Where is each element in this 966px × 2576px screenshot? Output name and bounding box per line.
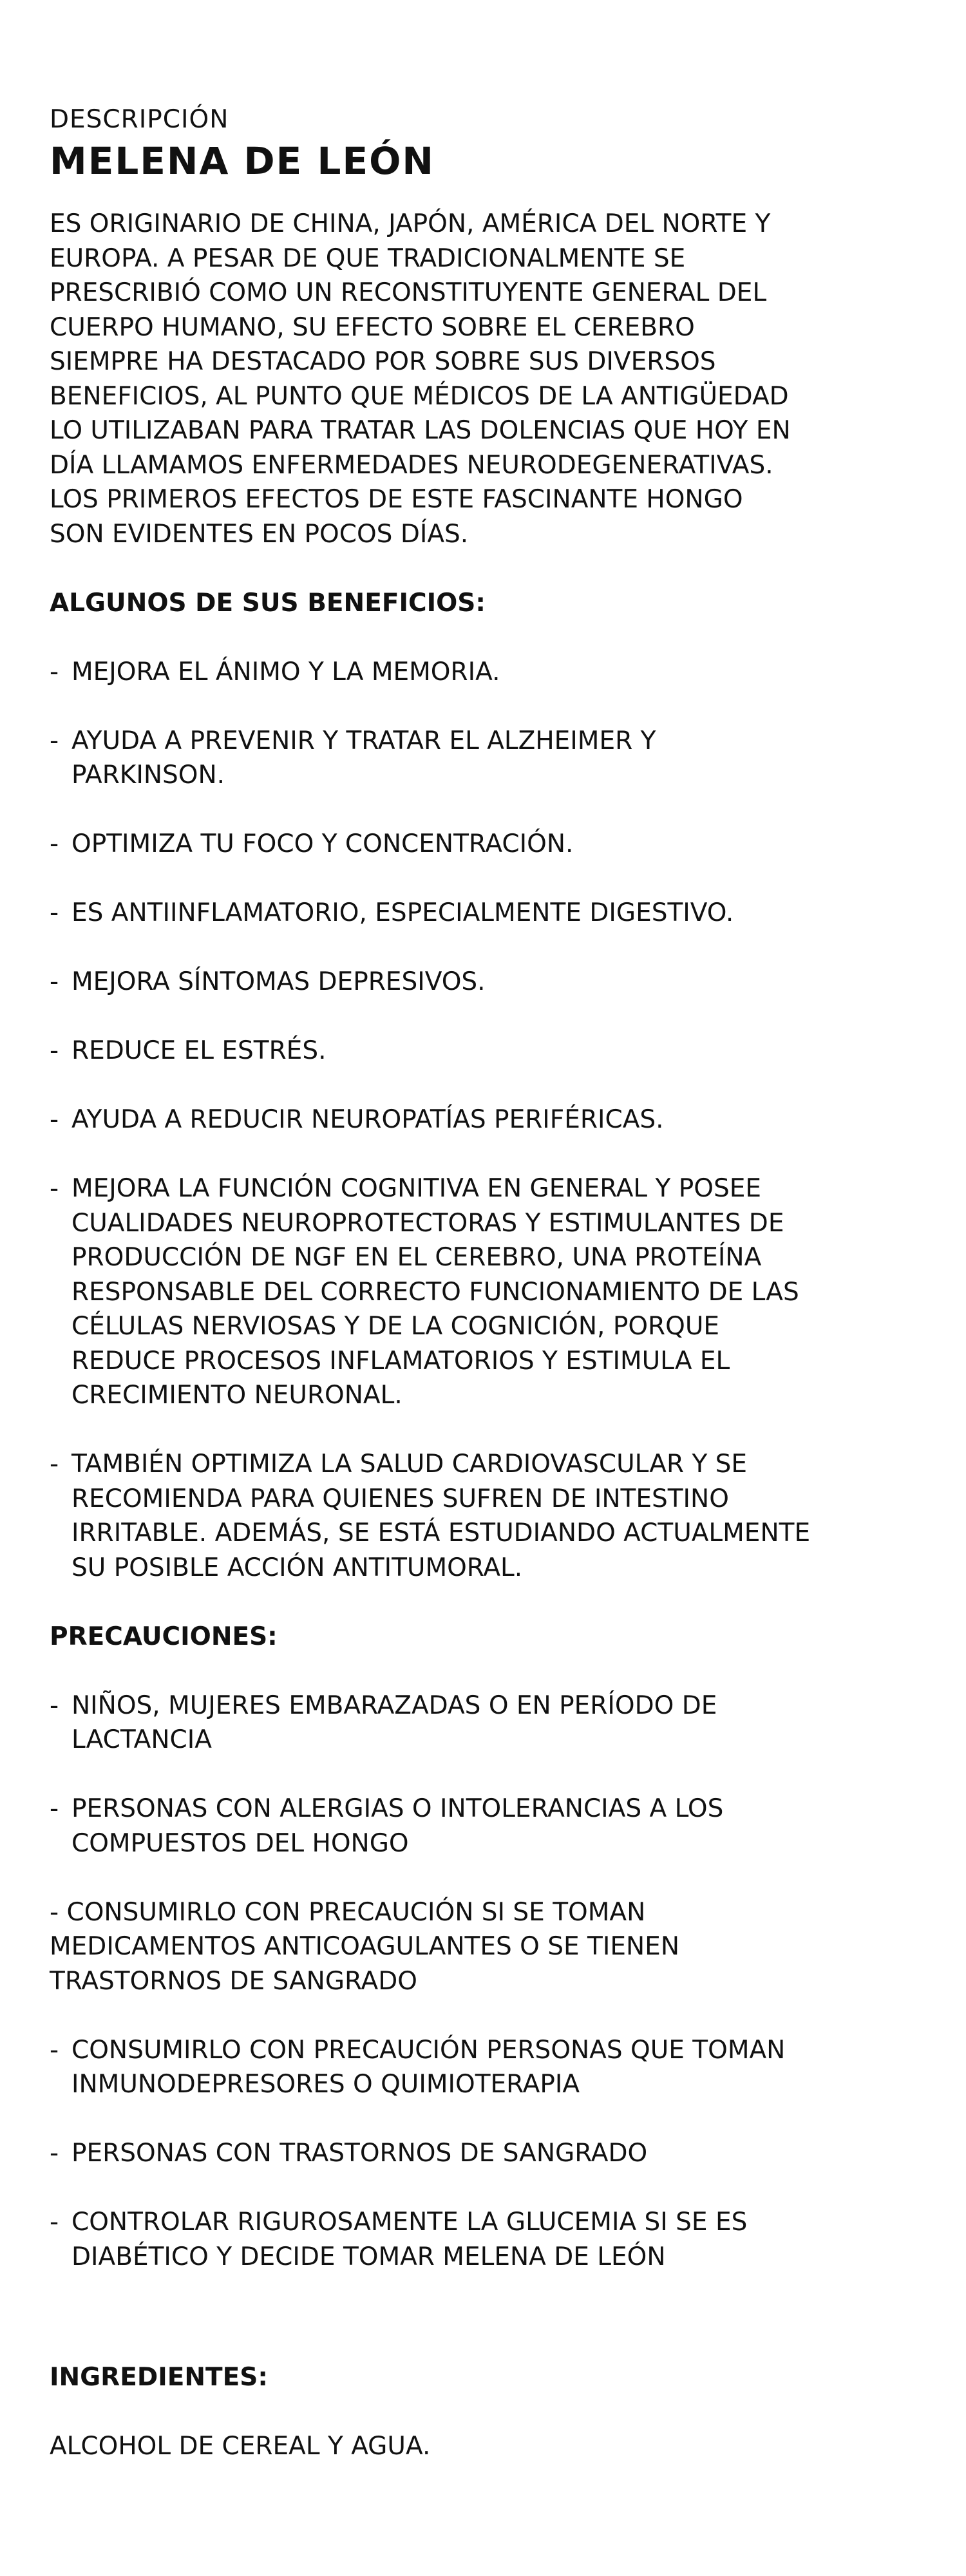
- benefits-section: [50, 586, 945, 1586]
- precaution-text: CONTROLAR RIGUROSAMENTE LA GLUCEMIA SI SE ES DIABÉTICO Y DECIDE TOMAR MELENA DE LEÓN: [71, 2208, 748, 2271]
- precaution-item: [50, 2205, 945, 2274]
- benefit-text: OPTIMIZA TU FOCO Y CONCENTRACIÓN.: [71, 829, 574, 858]
- description-label: DESCRIPCIÓN: [50, 105, 229, 134]
- benefit-text: ES ANTIINFLAMATORIO, ESPECIALMENTE DIGESTIVO.: [71, 898, 734, 927]
- dash-bullet: -: [50, 726, 59, 755]
- precaution-text: - CONSUMIRLO CON PRECAUCIÓN SI SE TOMAN MEDICAMENTOS ANTICOAGULANTES O SE TIENEN TRASTORNOS DE SANGRADO: [50, 1897, 679, 1996]
- benefit-item: [50, 896, 945, 931]
- precautions-list: [50, 1689, 945, 2275]
- benefit-text: MEJORA EL ÁNIMO Y LA MEMORIA.: [71, 657, 500, 687]
- precaution-text: PERSONAS CON TRASTORNOS DE SANGRADO: [71, 2139, 648, 2168]
- benefit-item: [50, 655, 945, 690]
- benefit-item: [50, 1171, 945, 1413]
- intro-paragraph: ES ORIGINARIO DE CHINA, JAPÓN, AMÉRICA DEL NORTE Y EUROPA. A PESAR DE QUE TRADICIONALMENTE SE PRESCRIBIÓ COMO UN RECONSTITUYENTE GENERAL DEL CUERPO HUMANO, SU EFECTO SOBRE EL CEREBRO SIEMPRE HA DESTACADO POR SOBRE SUS DIVERSOS BENEFICIOS, AL PUNTO QUE MÉDICOS DE LA ANTIGÜEDAD LO UTILIZABAN PARA TRATAR LAS DOLENCIAS QUE HOY EN DÍA LLAMAMOS ENFERMEDADES NEURODEGENERATIVAS. LOS PRIMEROS EFECTOS DE ESTE FASCINANTE HONGO SON EVIDENTES EN POCOS DÍAS.: [50, 209, 791, 549]
- benefits-list: [50, 655, 945, 1586]
- benefit-text: AYUDA A PREVENIR Y TRATAR EL ALZHEIMER Y PARKINSON.: [71, 726, 656, 790]
- precaution-item: [50, 2136, 945, 2171]
- dash-bullet: -: [50, 1690, 59, 1720]
- benefits-heading: ALGUNOS DE SUS BENEFICIOS:: [50, 588, 486, 618]
- precaution-item: [50, 2033, 945, 2102]
- dash-bullet: -: [50, 1036, 59, 1065]
- dash-bullet: -: [50, 1105, 59, 1134]
- product-description: [50, 105, 945, 2463]
- ingredients-heading: INGREDIENTES:: [50, 2362, 268, 2392]
- dash-bullet: -: [50, 2208, 59, 2237]
- benefit-text: AYUDA A REDUCIR NEUROPATÍAS PERIFÉRICAS.: [71, 1105, 664, 1134]
- precaution-text: PERSONAS CON ALERGIAS O INTOLERANCIAS A LOS COMPUESTOS DEL HONGO: [71, 1794, 724, 1858]
- benefit-text: REDUCE EL ESTRÉS.: [71, 1036, 327, 1065]
- dash-bullet: -: [50, 1794, 59, 1823]
- precaution-text: CONSUMIRLO CON PRECAUCIÓN PERSONAS QUE TOMAN INMUNODEPRESORES O QUIMIOTERAPIA: [71, 2035, 786, 2099]
- ingredients-section: [50, 2360, 945, 2464]
- precautions-section: [50, 1620, 945, 2275]
- benefit-text: MEJORA LA FUNCIÓN COGNITIVA EN GENERAL Y POSEE CUALIDADES NEUROPROTECTORAS Y ESTIMULANTES DE PRODUCCIÓN DE NGF EN EL CEREBRO, UNA PROTEÍNA RESPONSABLE DEL CORRECTO FUNCIONAMIENTO DE LAS CÉLULAS NERVIOSAS Y DE LA COGNICIÓN, PORQUE REDUCE PROCESOS INFLAMATORIOS Y ESTIMULA EL CRECIMIENTO NEURONAL.: [71, 1174, 799, 1410]
- benefit-item: [50, 1447, 945, 1585]
- dash-bullet: -: [50, 2035, 59, 2065]
- dash-bullet: -: [50, 2139, 59, 2168]
- benefit-text: TAMBIÉN OPTIMIZA LA SALUD CARDIOVASCULAR Y SE RECOMIENDA PARA QUIENES SUFREN DE INTESTINO IRRITABLE. ADEMÁS, SE ESTÁ ESTUDIANDO ACTUALMENTE SU POSIBLE ACCIÓN ANTITUMORAL.: [71, 1450, 811, 1582]
- benefit-item: [50, 1103, 945, 1137]
- dash-bullet: -: [50, 967, 59, 996]
- precaution-text: NIÑOS, MUJERES EMBARAZADAS O EN PERÍODO DE LACTANCIA: [71, 1690, 717, 1754]
- dash-bullet: -: [50, 898, 59, 927]
- dash-bullet: -: [50, 1450, 59, 1479]
- precaution-item: [50, 1689, 945, 1757]
- precaution-item: [50, 1895, 945, 1999]
- benefit-item: [50, 827, 945, 862]
- dash-bullet: -: [50, 829, 59, 858]
- precautions-heading: PRECAUCIONES:: [50, 1622, 278, 1651]
- dash-bullet: -: [50, 657, 59, 687]
- benefit-item: [50, 1034, 945, 1068]
- benefit-item: [50, 724, 945, 793]
- benefit-text: MEJORA SÍNTOMAS DEPRESIVOS.: [71, 967, 486, 996]
- dash-bullet: -: [50, 1174, 59, 1203]
- ingredients-text: ALCOHOL DE CEREAL Y AGUA.: [50, 2431, 431, 2461]
- benefit-item: [50, 965, 945, 999]
- product-title: MELENA DE LEÓN: [50, 139, 435, 183]
- precaution-item: [50, 1792, 945, 1861]
